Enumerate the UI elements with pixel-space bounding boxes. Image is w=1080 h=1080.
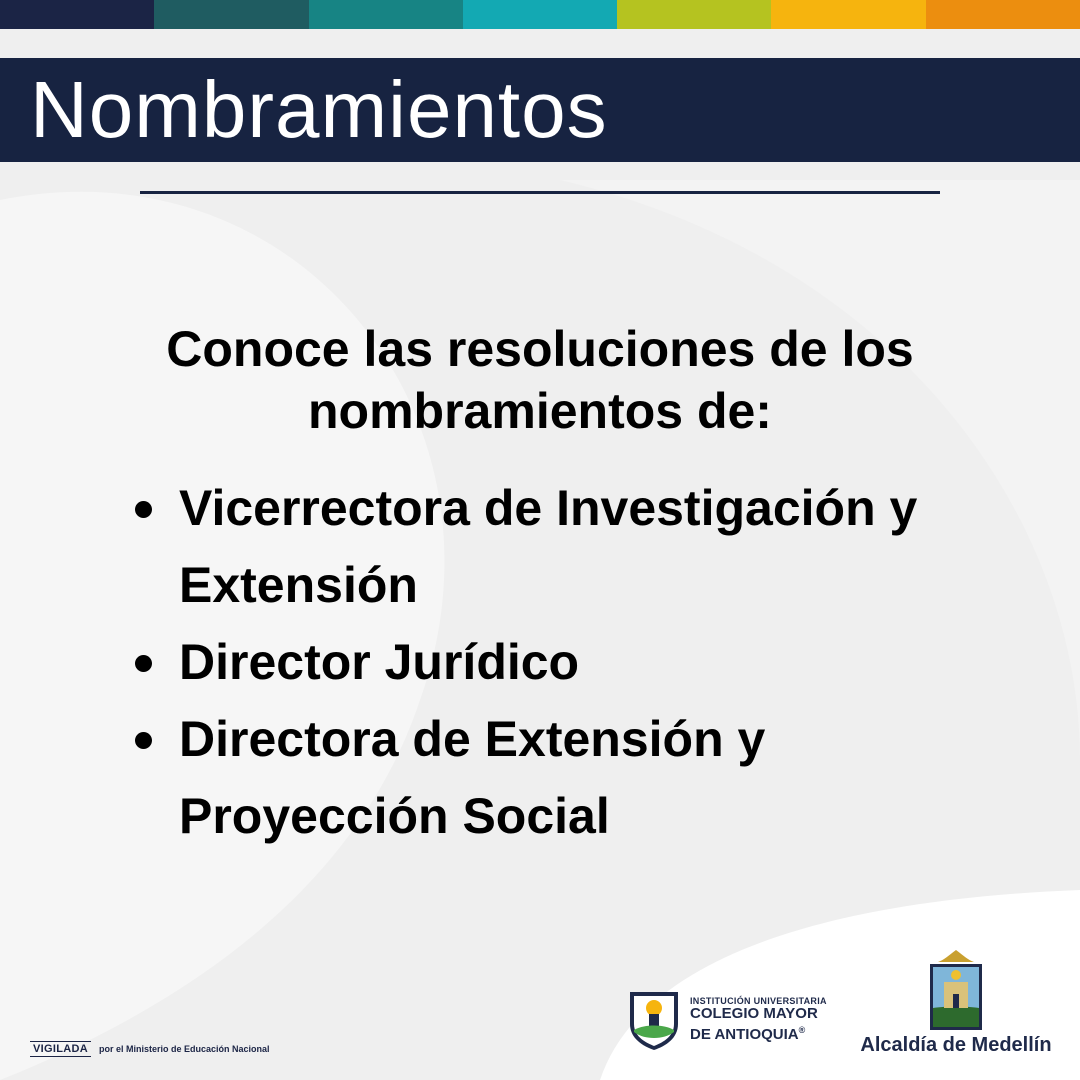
color-segment bbox=[0, 0, 154, 29]
colegio-text bbox=[690, 996, 827, 1043]
list-item-label: Directora de Extensión y Proyección Social bbox=[179, 711, 766, 844]
title-bar bbox=[0, 58, 1080, 162]
bullet-icon bbox=[135, 655, 152, 672]
registered-mark: ® bbox=[798, 1024, 806, 1035]
vigilada-label: VIGILADA bbox=[30, 1041, 91, 1057]
vigilada-seal bbox=[30, 1041, 270, 1057]
color-segment bbox=[617, 0, 771, 29]
institution-line2: COLEGIO MAYOR bbox=[690, 1004, 818, 1022]
appointments-list bbox=[135, 470, 995, 855]
institution-line3 bbox=[690, 1022, 827, 1043]
intro-text: Conoce las resoluciones de los nombramientos de: bbox=[166, 321, 914, 439]
color-segment bbox=[309, 0, 463, 29]
institution-line1: INSTITUCIÓN UNIVERSITARIA bbox=[690, 995, 827, 1006]
color-segment bbox=[771, 0, 925, 29]
list-item-label: Vicerrectora de Investigación y Extensión bbox=[179, 480, 918, 613]
shield-icon bbox=[626, 986, 682, 1052]
crest-icon bbox=[926, 948, 986, 1032]
vigilada-text: por el Ministerio de Educación Nacional bbox=[98, 1044, 270, 1054]
page-title: Nombramientos bbox=[30, 65, 608, 154]
divider bbox=[140, 191, 940, 194]
color-strip bbox=[0, 0, 1080, 29]
list-item-label: Director Jurídico bbox=[179, 634, 580, 690]
bullet-icon bbox=[135, 501, 152, 518]
list-item bbox=[135, 624, 995, 701]
list-item bbox=[135, 470, 995, 624]
color-segment bbox=[463, 0, 617, 29]
color-segment bbox=[926, 0, 1080, 29]
color-segment bbox=[154, 0, 308, 29]
alcaldia-logo bbox=[856, 948, 1056, 1057]
list-item bbox=[135, 701, 995, 855]
institution-line3-text: DE ANTIOQUIA bbox=[690, 1025, 799, 1043]
alcaldia-text: Alcaldía de Medellín bbox=[860, 1034, 1052, 1056]
bullet-icon bbox=[135, 732, 152, 749]
colegio-mayor-logo bbox=[626, 986, 827, 1052]
